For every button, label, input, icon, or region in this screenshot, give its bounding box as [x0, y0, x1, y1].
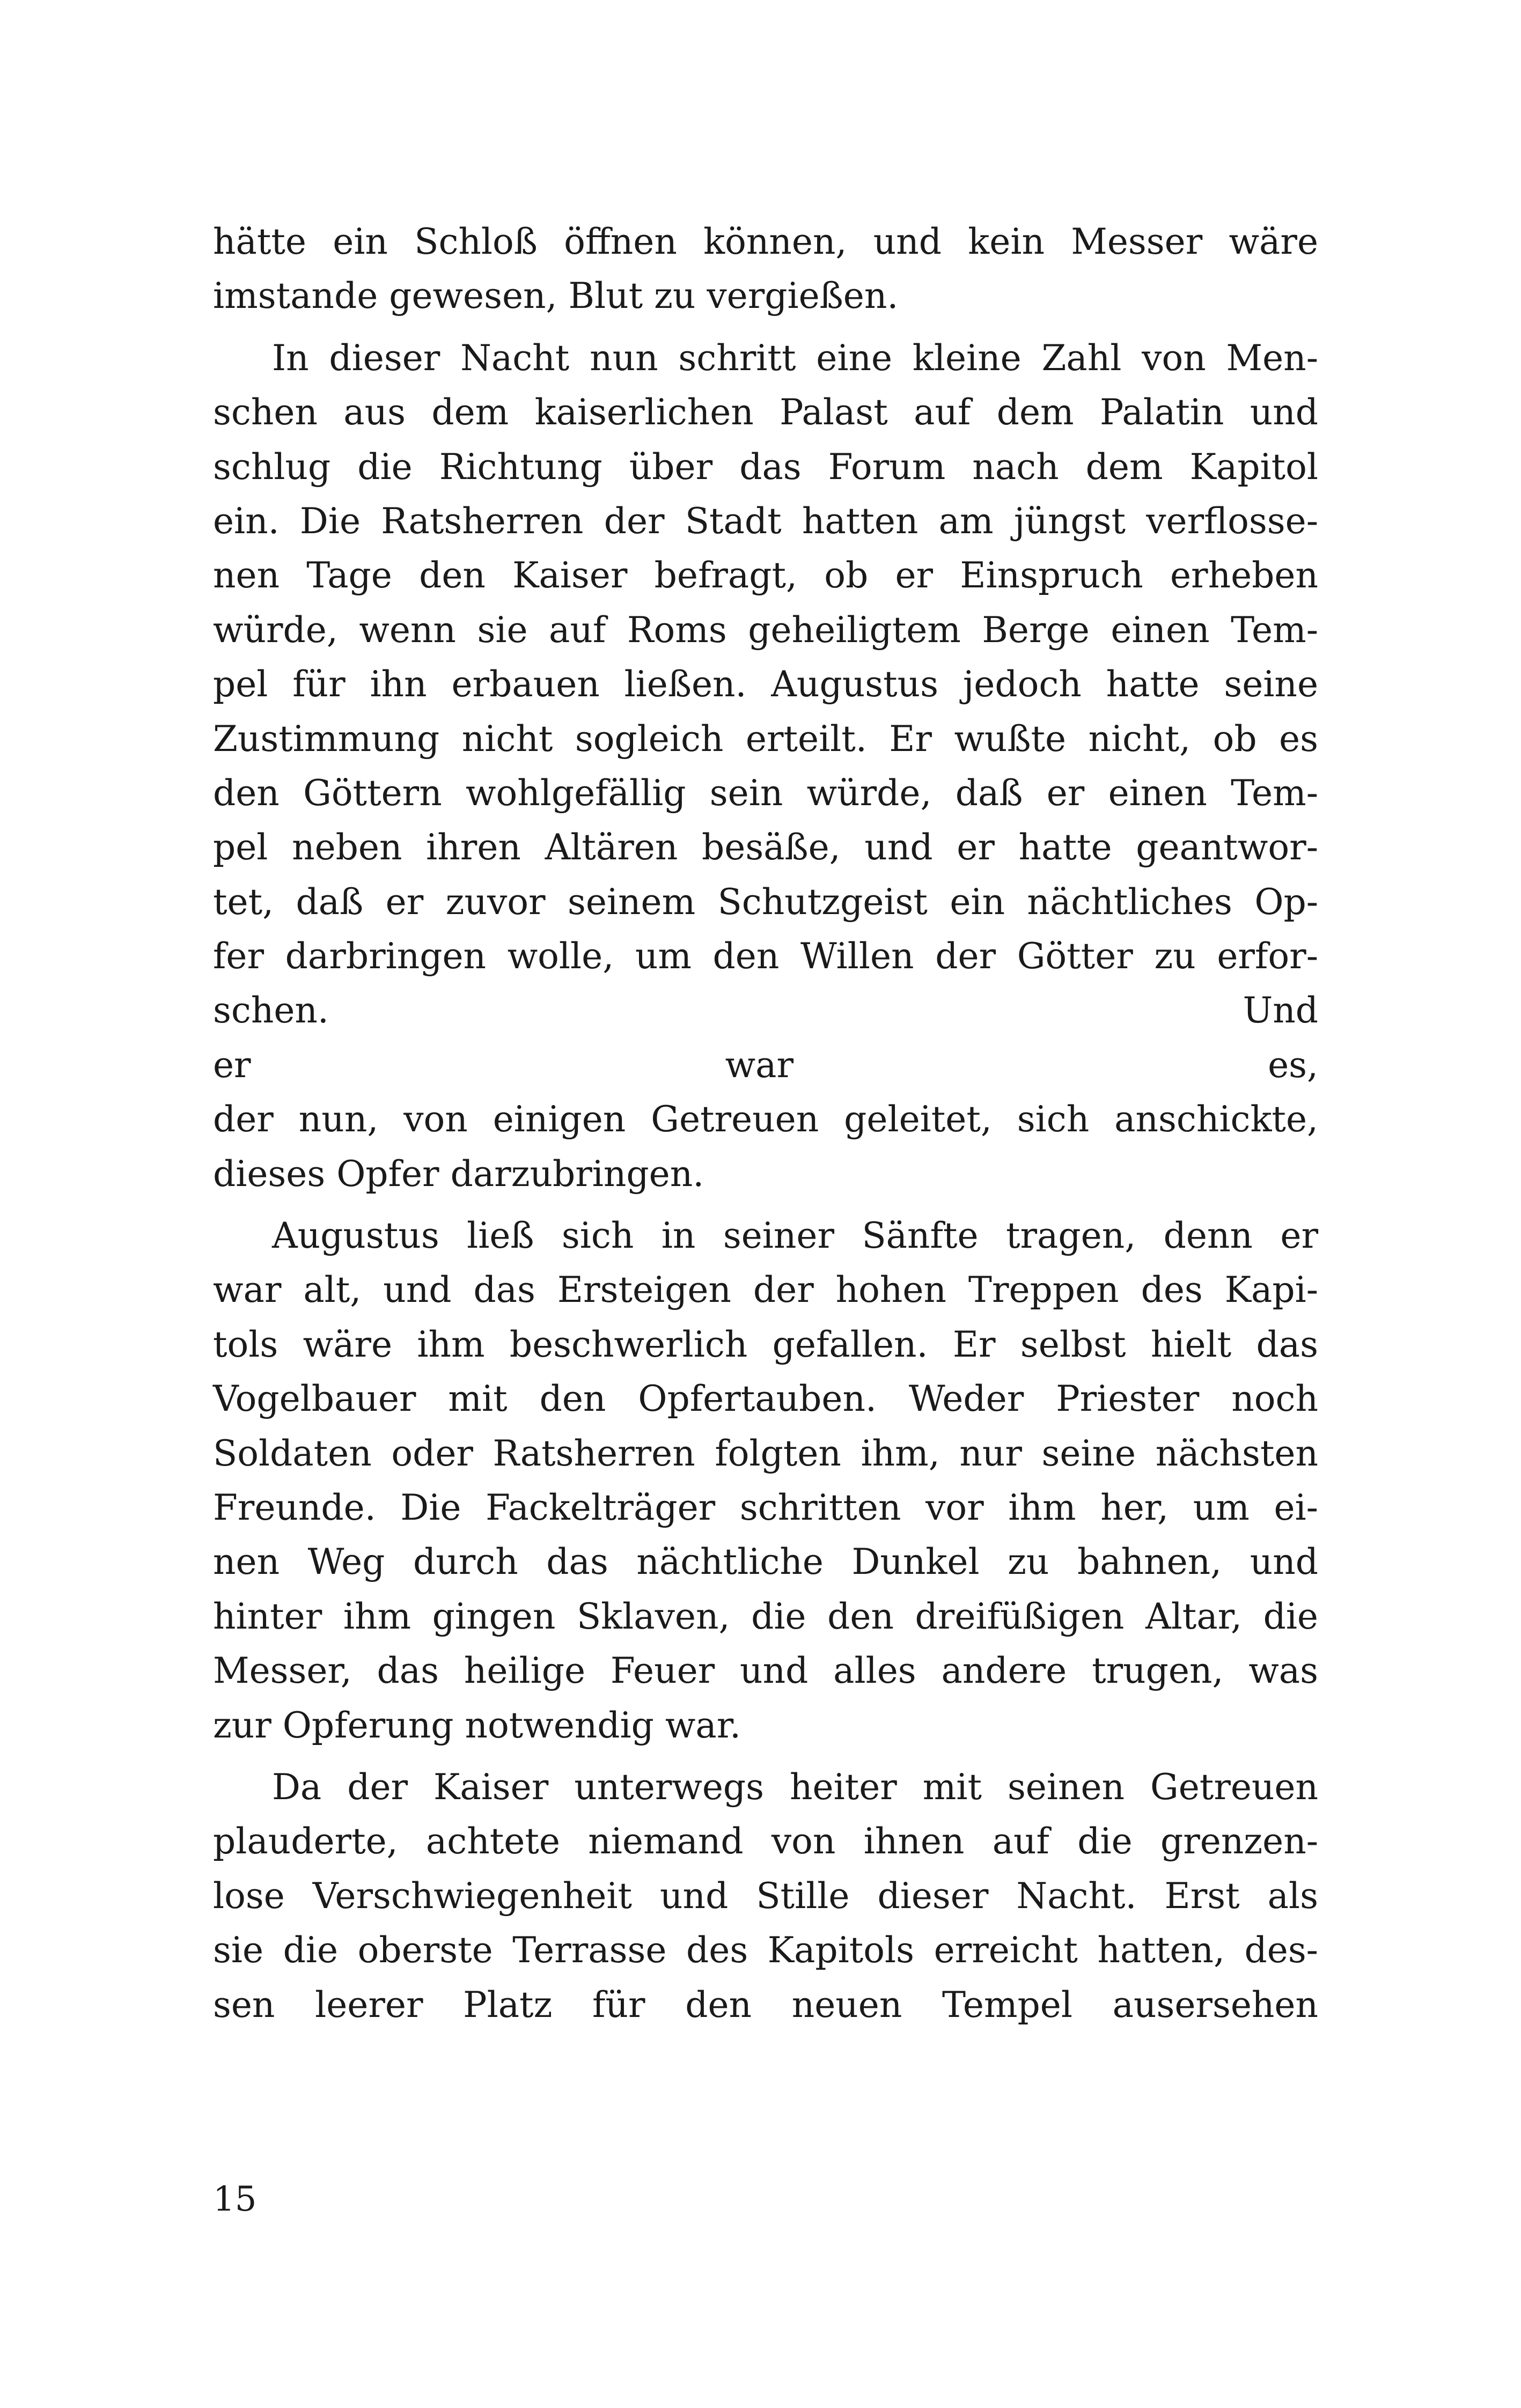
- text-line: Messer, das heilige Feuer und alles andere trugen, was: [213, 1650, 1318, 1692]
- text-line: pel neben ihren Altären besäße, und er hatte geantwor-: [213, 827, 1318, 868]
- paragraph-1: [213, 215, 1318, 323]
- text-line: lose Verschwiegenheit und Stille dieser Nacht. Erst als: [213, 1875, 1318, 1917]
- text-line: pel für ihn erbauen ließen. Augustus jedoch hatte seine: [213, 664, 1318, 705]
- text-line: Zustimmung nicht sogleich erteilt. Er wußte nicht, ob es: [213, 718, 1318, 760]
- text-line: der nun, von einigen Getreuen geleitet, sich anschickte,: [213, 1099, 1318, 1140]
- text-line: Freunde. Die Fackelträger schritten vor ihm her, um ei-: [213, 1486, 1318, 1528]
- text-line: würde, wenn sie auf Roms geheiligtem Berge einen Tem-: [213, 609, 1318, 651]
- text-line: war alt, und das Ersteigen der hohen Treppen des Kapi-: [213, 1269, 1318, 1311]
- paragraph-3: [213, 1209, 1318, 1752]
- page-number: 15: [213, 2179, 257, 2219]
- paragraph-4: [213, 1760, 1318, 2032]
- text-line: zur Opferung notwendig war.: [213, 1704, 741, 1746]
- text-line: er war es,: [213, 1044, 1318, 1086]
- text-line: nen Weg durch das nächtliche Dunkel zu bahnen, und: [213, 1541, 1318, 1583]
- paragraph-2: [213, 331, 1318, 1201]
- text-line: In dieser Nacht nun schritt eine kleine Zahl von Men-: [272, 337, 1318, 379]
- text-line: fer darbringen wolle, um den Willen der Götter zu erfor-: [213, 936, 1318, 977]
- text-line: tet, daß er zuvor seinem Schutzgeist ein nächtliches Op-: [213, 881, 1318, 923]
- text-line: Soldaten oder Ratsherren folgten ihm, nur seine nächsten: [213, 1432, 1318, 1474]
- text-line: hinter ihm gingen Sklaven, die den dreifüßigen Altar, die: [213, 1595, 1318, 1637]
- text-line: schen aus dem kaiserlichen Palast auf dem Palatin und: [213, 392, 1318, 433]
- text-line: Da der Kaiser unterwegs heiter mit seinen Getreuen: [272, 1766, 1318, 1808]
- text-line: Vogelbauer mit den Opfertauben. Weder Priester noch: [213, 1378, 1318, 1420]
- text-line: dieses Opfer darzubringen.: [213, 1153, 704, 1195]
- text-line: imstande gewesen, Blut zu vergießen.: [213, 275, 899, 317]
- body-text: [213, 215, 1318, 2032]
- text-line: nen Tage den Kaiser befragt, ob er Einspruch erheben: [213, 555, 1318, 597]
- text-line: tols wäre ihm beschwerlich gefallen. Er selbst hielt das: [213, 1323, 1318, 1365]
- text-line: ein. Die Ratsherren der Stadt hatten am jüngst verflosse-: [213, 500, 1318, 542]
- text-line: den Göttern wohlgefällig sein würde, daß er einen Tem-: [213, 772, 1318, 814]
- text-line: schen. Und: [213, 990, 1318, 1032]
- text-line: schlug die Richtung über das Forum nach dem Kapitol: [213, 446, 1318, 488]
- text-line: plauderte, achtete niemand von ihnen auf die grenzen-: [213, 1821, 1318, 1862]
- text-line: sie die oberste Terrasse des Kapitols erreicht hatten, des-: [213, 1930, 1318, 1971]
- text-line: Augustus ließ sich in seiner Sänfte tragen, denn er: [272, 1215, 1318, 1257]
- text-line: sen leerer Platz für den neuen Tempel ausersehen: [213, 1984, 1318, 2026]
- text-line: hätte ein Schloß öffnen können, und kein Messer wäre: [213, 221, 1318, 262]
